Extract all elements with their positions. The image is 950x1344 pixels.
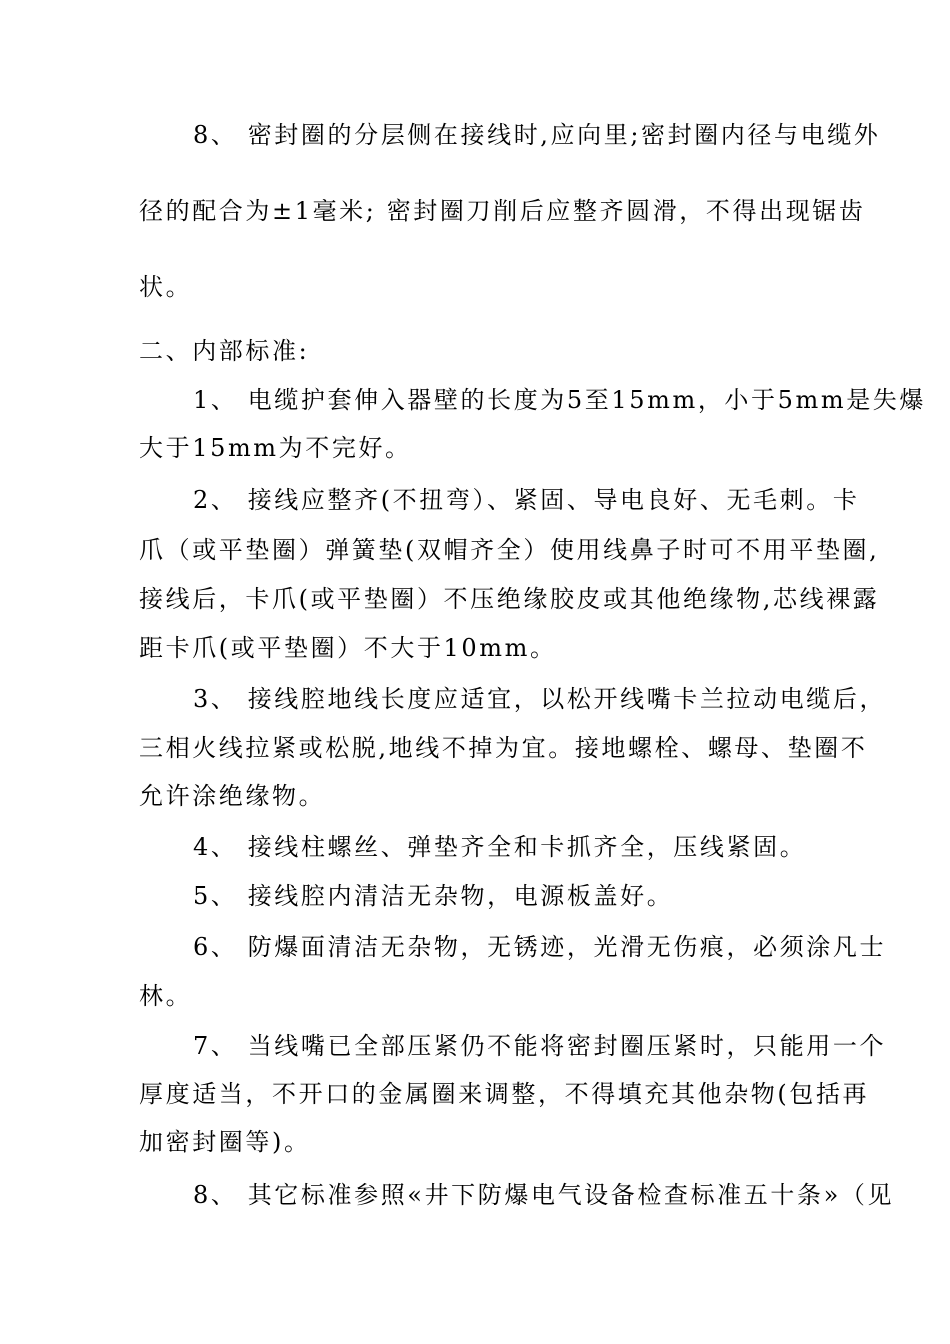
text-line: 三相火线拉紧或松脱,地线不掉为宜。接地螺栓、螺母、垫圈不 xyxy=(139,734,868,762)
text-line: 林。 xyxy=(139,982,193,1010)
text-line: 6、 防爆面清洁无杂物，无锈迹，光滑无伤痕，必须涂凡士 xyxy=(193,933,887,961)
text-line: 1、 电缆护套伸入器壁的长度为5至15mm，小于5mm是失爆 xyxy=(193,386,927,414)
text-line: 8、 密封圈的分层侧在接线时,应向里;密封圈内径与电缆外 xyxy=(193,121,881,149)
text-line: 状。 xyxy=(139,273,193,301)
text-line: 4、 接线柱螺丝、弹垫齐全和卡抓齐全，压线紧固。 xyxy=(193,833,807,861)
text-line: 3、 接线腔地线长度应适宜，以松开线嘴卡兰拉动电缆后， xyxy=(193,685,887,713)
text-line: 爪（或平垫圈）弹簧垫(双帽齐全）使用线鼻子时可不用平垫圈, xyxy=(139,536,880,564)
text-line: 5、 接线腔内清洁无杂物，电源板盖好。 xyxy=(193,882,674,910)
text-line: 8、 其它标准参照«井下防爆电气设备检查标准五十条»（见 xyxy=(193,1181,895,1209)
text-line: 7、 当线嘴已全部压紧仍不能将密封圈压紧时，只能用一个 xyxy=(193,1032,887,1060)
text-line: 距卡爪(或平垫圈）不大于10mm。 xyxy=(139,634,557,662)
text-line: 允许涂绝缘物。 xyxy=(139,782,326,810)
text-line: 径的配合为±1毫米; 密封圈刀削后应整齐圆滑，不得出现锯齿 xyxy=(139,197,866,225)
text-line: 接线后，卡爪(或平垫圈）不压绝缘胶皮或其他绝缘物,芯线裸露 xyxy=(139,585,880,613)
text-line: 厚度适当，不开口的金属圈来调整，不得填充其他杂物(包括再 xyxy=(139,1080,870,1108)
text-line: 加密封圈等)。 xyxy=(139,1128,311,1156)
text-line: 大于15mm为不完好。 xyxy=(139,434,412,462)
text-line: 2、 接线应整齐(不扭弯）、紧固、导电良好、无毛刺。卡 xyxy=(193,486,860,514)
section-heading: 二、内部标准: xyxy=(139,337,310,365)
